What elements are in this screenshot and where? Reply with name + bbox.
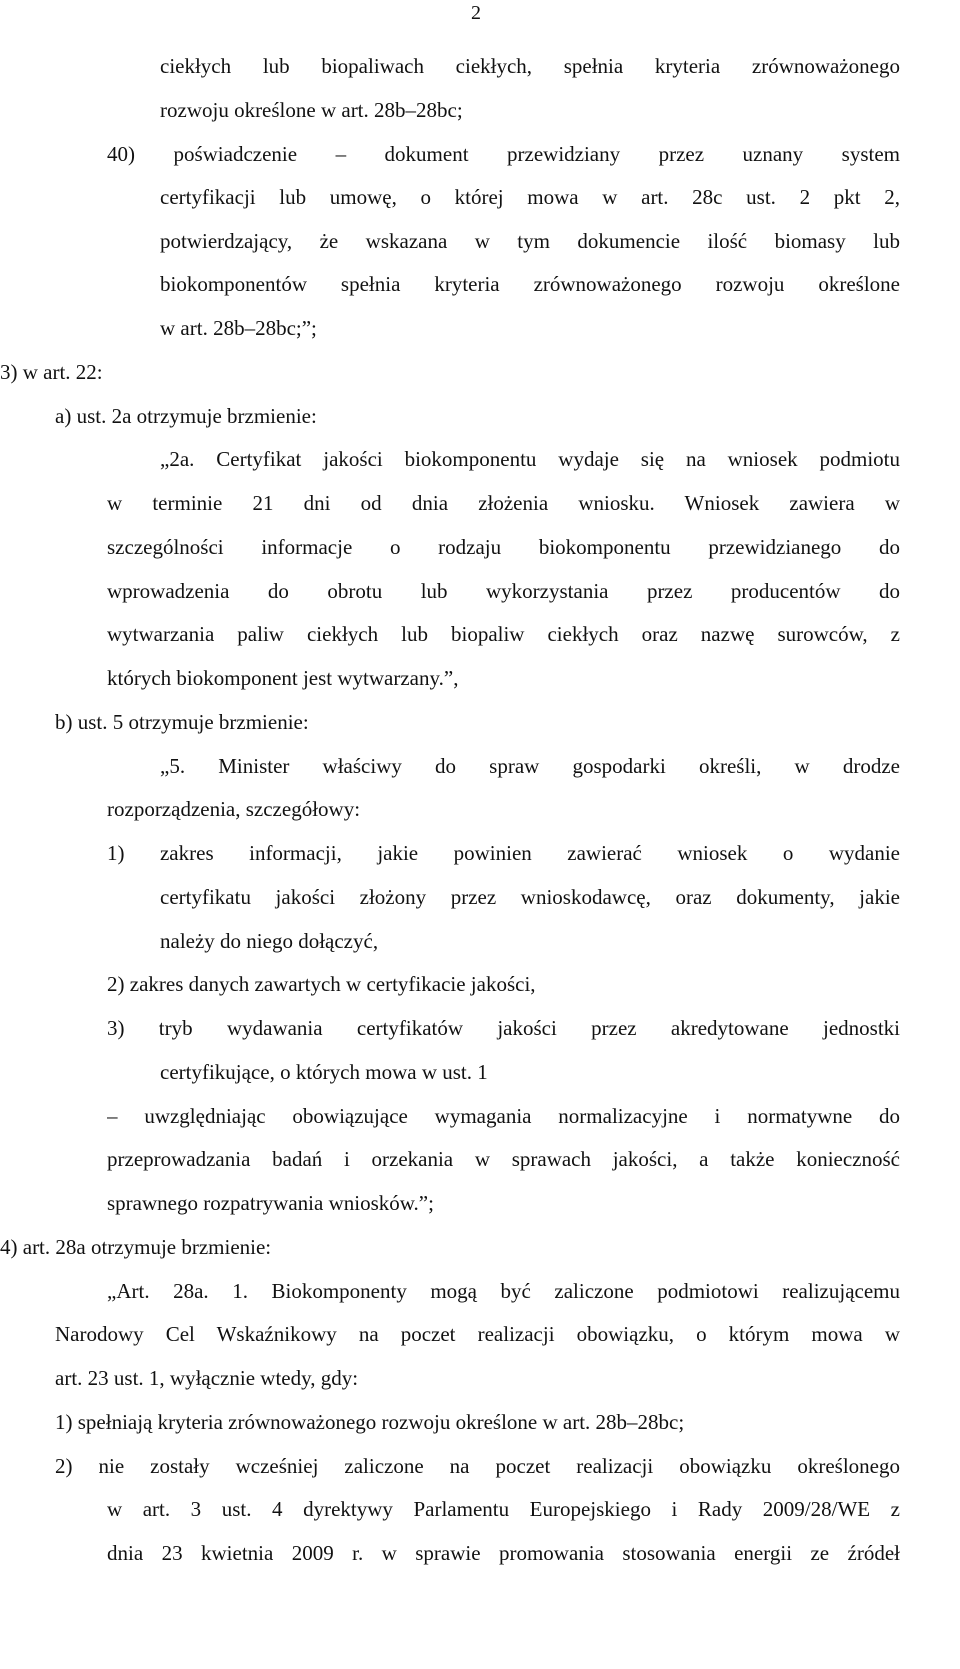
text-line: w terminie 21 dni od dnia złożenia wniosku. Wniosek zawiera w bbox=[107, 491, 900, 515]
text-line: wprowadzenia do obrotu lub wykorzystania przez producentów do bbox=[107, 579, 900, 603]
text-line: Narodowy Cel Wskaźnikowy na poczet realizacji obowiązku, o którym mowa w bbox=[55, 1322, 900, 1346]
text-line: a) ust. 2a otrzymuje brzmienie: bbox=[55, 404, 317, 428]
text-line: w art. 3 ust. 4 dyrektywy Parlamentu Europejskiego i Rady 2009/28/WE z bbox=[107, 1497, 900, 1521]
text-line: należy do niego dołączyć, bbox=[160, 929, 379, 953]
text-line: 3) tryb wydawania certyfikatów jakości przez akredytowane jednostki bbox=[107, 1016, 900, 1040]
text-line: „5. Minister właściwy do spraw gospodarki określi, w drodze bbox=[160, 754, 900, 778]
text-line: których biokomponent jest wytwarzany.”, bbox=[107, 666, 459, 690]
text-line: 2) nie zostały wcześniej zaliczone na poczet realizacji obowiązku określonego bbox=[55, 1454, 900, 1478]
text-line: „Art. 28a. 1. Biokomponenty mogą być zaliczone podmiotowi realizującemu bbox=[107, 1279, 900, 1303]
text-line: przeprowadzania badań i orzekania w sprawach jakości, a także konieczność bbox=[107, 1147, 900, 1171]
text-line: 3) w art. 22: bbox=[0, 360, 103, 384]
text-line: w art. 28b–28bc;”; bbox=[160, 316, 317, 340]
text-line: „2a. Certyfikat jakości biokomponentu wydaje się na wniosek podmiotu bbox=[160, 447, 900, 471]
text-line: rozwoju określone w art. 28b–28bc; bbox=[160, 98, 463, 122]
text-line: 4) art. 28a otrzymuje brzmienie: bbox=[0, 1235, 272, 1259]
text-line: certyfikujące, o których mowa w ust. 1 bbox=[160, 1060, 488, 1084]
text-line: ciekłych lub biopaliwach ciekłych, spełnia kryteria zrównoważonego bbox=[160, 54, 900, 78]
text-line: b) ust. 5 otrzymuje brzmienie: bbox=[55, 710, 309, 734]
text-line: 40) poświadczenie – dokument przewidziany przez uznany system bbox=[107, 142, 900, 166]
text-line: – uwzględniając obowiązujące wymagania normalizacyjne i normatywne do bbox=[107, 1104, 900, 1128]
text-line: 2) zakres danych zawartych w certyfikacie jakości, bbox=[107, 972, 536, 996]
text-line: certyfikatu jakości złożony przez wnioskodawcę, oraz dokumenty, jakie bbox=[160, 885, 900, 909]
text-line: szczególności informacje o rodzaju biokomponentu przewidzianego do bbox=[107, 535, 900, 559]
text-line: 1) spełniają kryteria zrównoważonego rozwoju określone w art. 28b–28bc; bbox=[55, 1410, 685, 1434]
text-line: sprawnego rozpatrywania wniosków.”; bbox=[107, 1191, 434, 1215]
page-number: 2 bbox=[471, 2, 481, 24]
text-line: wytwarzania paliw ciekłych lub biopaliw ciekłych oraz nazwę surowców, z bbox=[107, 622, 900, 646]
text-line: dnia 23 kwietnia 2009 r. w sprawie promowania stosowania energii ze źródeł bbox=[107, 1541, 900, 1565]
text-line: 1) zakres informacji, jakie powinien zawierać wniosek o wydanie bbox=[107, 841, 900, 865]
text-line: rozporządzenia, szczegółowy: bbox=[107, 797, 361, 821]
text-line: potwierdzający, że wskazana w tym dokumencie ilość biomasy lub bbox=[160, 229, 900, 253]
text-line: biokomponentów spełnia kryteria zrównoważonego rozwoju określone bbox=[160, 272, 900, 296]
text-line: certyfikacji lub umowę, o której mowa w art. 28c ust. 2 pkt 2, bbox=[160, 185, 900, 209]
text-line: art. 23 ust. 1, wyłącznie wtedy, gdy: bbox=[55, 1366, 359, 1390]
